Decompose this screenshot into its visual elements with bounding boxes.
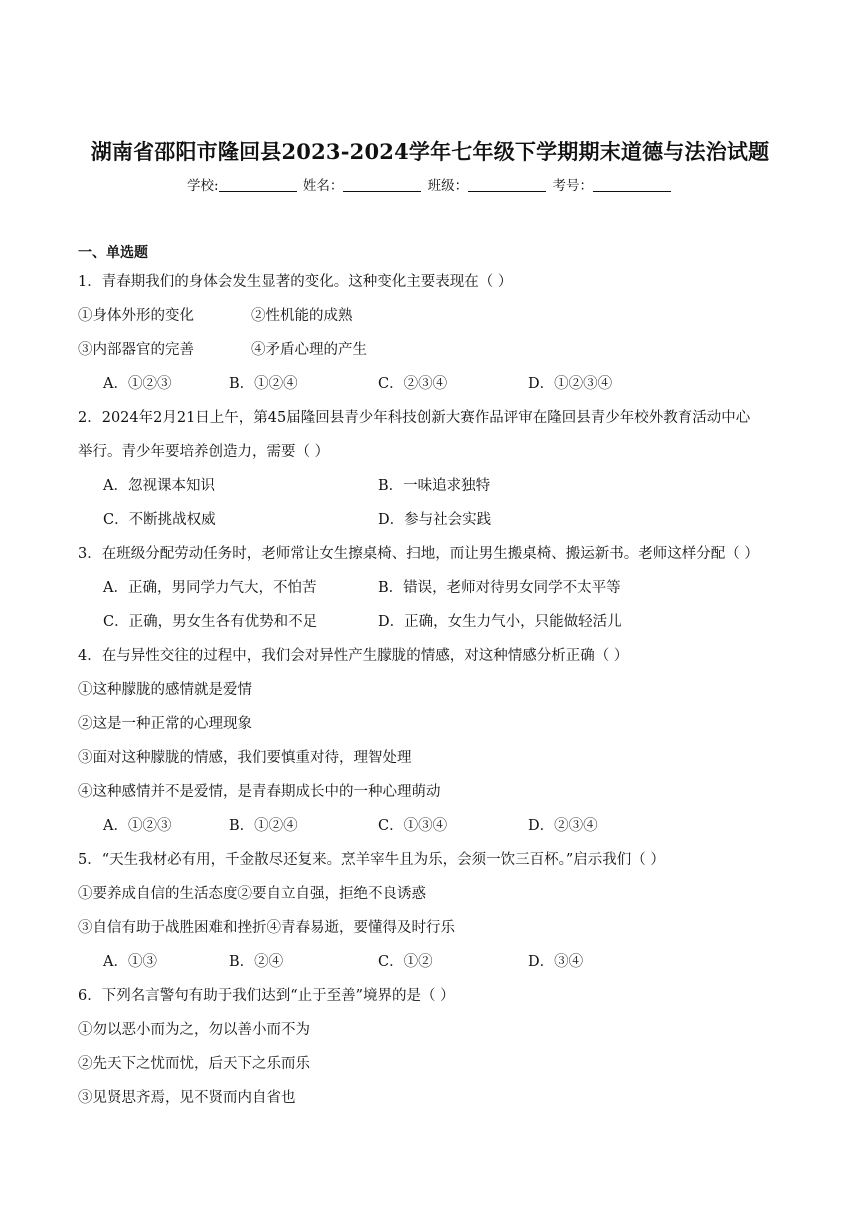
question-4-option-c[interactable]: C．①③④: [378, 818, 448, 834]
question-5-stem: 5．“天生我材必有用，千金散尽还复来。烹羊宰牛且为乐，会须一饮三百杯。”启示我们（ ）: [78, 852, 665, 868]
question-1-option-a[interactable]: A．①②③: [103, 376, 172, 392]
question-5-items-line-2: ③自信有助于战胜困难和挫折④青春易逝，要懂得及时行乐: [78, 920, 455, 936]
question-1-option-d[interactable]: D．①②③④: [528, 376, 613, 392]
question-4-stem: 4．在与异性交往的过程中，我们会对异性产生朦胧的情感，对这种情感分析正确（ ）: [78, 648, 629, 664]
question-1-item-1: ①身体外形的变化: [78, 308, 194, 324]
question-2-stem-line-2: 举行。青少年要培养创造力，需要（ ）: [78, 444, 330, 460]
question-2-option-d[interactable]: D．参与社会实践: [378, 512, 492, 528]
student-info-line: [0, 174, 860, 194]
question-6-item-1: ①勿以恶小而为之，勿以善小而不为: [78, 1022, 310, 1038]
exam-no-label: 考号：: [552, 178, 593, 194]
school-blank[interactable]: [219, 178, 297, 192]
question-5-option-c[interactable]: C．①②: [378, 954, 433, 970]
question-3-option-c[interactable]: C．正确，男女生各有优势和不足: [103, 614, 318, 630]
question-1-option-c[interactable]: C．②③④: [378, 376, 448, 392]
question-1-option-b[interactable]: B．①②④: [229, 376, 298, 392]
school-label: 学校:: [187, 178, 219, 194]
question-5-option-a[interactable]: A．①③: [103, 954, 157, 970]
question-2-option-c[interactable]: C．不断挑战权威: [103, 512, 216, 528]
question-1-item-2: ②性机能的成熟: [251, 308, 353, 324]
question-1-item-4: ④矛盾心理的产生: [251, 342, 367, 358]
question-5-option-d[interactable]: D．③④: [528, 954, 584, 970]
page-title: 湖南省邵阳市隆回县2023-2024学年七年级下学期期末道德与法治试题: [90, 139, 770, 164]
exam-no-blank[interactable]: [593, 178, 671, 192]
question-5-option-b[interactable]: B．②④: [229, 954, 284, 970]
question-4-option-d[interactable]: D．②③④: [528, 818, 598, 834]
question-5-items-line-1: ①要养成自信的生活态度②要自立自强，拒绝不良诱惑: [78, 886, 426, 902]
question-3-option-a[interactable]: A．正确，男同学力气大，不怕苦: [103, 580, 317, 596]
question-2-option-b[interactable]: B．一味追求独特: [378, 478, 491, 494]
question-4-item-2: ②这是一种正常的心理现象: [78, 716, 252, 732]
question-2-stem-line-1: 2．2024年2月21日上午，第45届隆回县青少年科技创新大赛作品评审在隆回县青少年校外教育活动中心: [78, 410, 751, 426]
question-6-stem: 6．下列名言警句有助于我们达到“止于至善”境界的是（ ）: [78, 988, 455, 1004]
question-4-option-b[interactable]: B．①②④: [229, 818, 298, 834]
question-6-item-3: ③见贤思齐焉，见不贤而内自省也: [78, 1090, 296, 1106]
question-3-option-b[interactable]: B．错误，老师对待男女同学不太平等: [378, 580, 621, 596]
class-label: 班级：: [427, 178, 469, 194]
question-3-option-d[interactable]: D．正确，女生力气小，只能做轻活儿: [378, 614, 622, 630]
question-4-item-4: ④这种感情并不是爱情，是青春期成长中的一种心理萌动: [78, 784, 441, 800]
question-1-item-3: ③内部器官的完善: [78, 342, 194, 358]
question-2-option-a[interactable]: A．忽视课本知识: [103, 478, 215, 494]
class-blank[interactable]: [468, 178, 546, 192]
question-1-stem: 1．青春期我们的身体会发生显著的变化。这种变化主要表现在（ ）: [78, 274, 513, 290]
name-label: 姓名：: [302, 178, 344, 194]
name-blank[interactable]: [343, 178, 421, 192]
question-4-item-1: ①这种朦胧的感情就是爱情: [78, 682, 252, 698]
section-heading: 一、单选题: [78, 245, 148, 261]
question-6-item-2: ②先天下之忧而忧，后天下之乐而乐: [78, 1056, 310, 1072]
question-3-stem: 3．在班级分配劳动任务时，老师常让女生擦桌椅、扫地，而让男生搬桌椅、搬运新书。老师这样分配（ ）: [78, 546, 759, 562]
question-4-option-a[interactable]: A．①②③: [103, 818, 172, 834]
question-4-item-3: ③面对这种朦胧的情感，我们要慎重对待，理智处理: [78, 750, 412, 766]
